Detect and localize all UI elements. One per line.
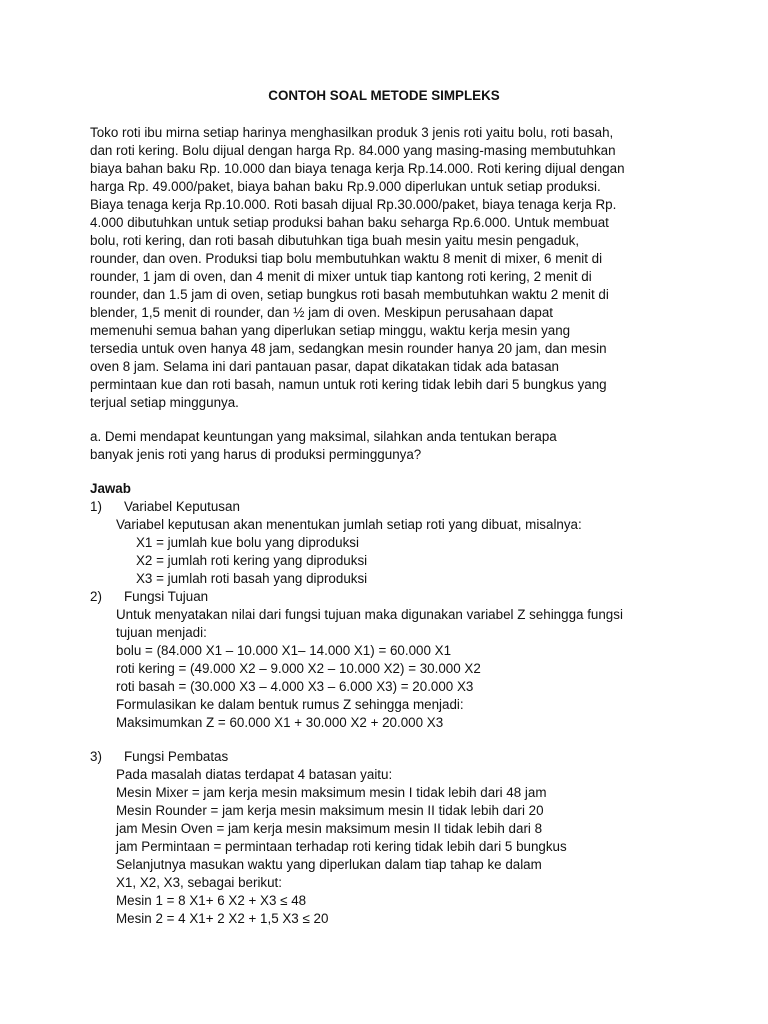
section-text: Variabel keputusan akan menentukan jumlah setiap roti yang dibuat, misalnya: bbox=[116, 517, 582, 532]
section-text: Mesin Mixer = jam kerja mesin maksimum mesin I tidak lebih dari 48 jam bbox=[116, 785, 547, 800]
paragraph-line: rounder, 1 jam di oven, dan 4 menit di mixer untuk tiap kantong roti kering, 2 menit di bbox=[90, 269, 592, 284]
paragraph-line: tersedia untuk oven hanya 48 jam, sedangkan mesin rounder hanya 20 jam, dan mesin bbox=[90, 341, 607, 356]
page-title: CONTOH SOAL METODE SIMPLEKS bbox=[268, 88, 500, 103]
paragraph-line: Biaya tenaga kerja Rp.10.000. Roti basah dijual Rp.30.000/paket, biaya tenaga kerja Rp. bbox=[90, 197, 617, 212]
paragraph-line: rounder, dan 1.5 jam di oven, setiap bungkus roti basah membutuhkan waktu 2 menit di bbox=[90, 287, 609, 302]
section-text: tujuan menjadi: bbox=[116, 625, 207, 640]
section-heading: Fungsi Pembatas bbox=[124, 749, 229, 764]
section-heading: Fungsi Tujuan bbox=[124, 589, 209, 604]
paragraph-line: memenuhi semua bahan yang diperlukan setiap minggu, waktu kerja mesin yang bbox=[90, 323, 571, 338]
paragraph-line: blender, 1,5 menit di rounder, dan ½ jam di oven. Meskipun perusahaan dapat bbox=[90, 305, 554, 320]
paragraph-line: oven 8 jam. Selama ini dari pantauan pasar, dapat dikatakan tidak ada batasan bbox=[90, 359, 559, 374]
formula-line: Mesin 1 = 8 X1+ 6 X2 + X3 ≤ 48 bbox=[116, 893, 307, 908]
paragraph-line: harga Rp. 49.000/paket, biaya bahan baku Rp.9.000 diperlukan untuk setiap produksi. bbox=[90, 179, 601, 194]
section-number: 2) bbox=[90, 589, 102, 604]
paragraph-line: biaya bahan baku Rp. 10.000 dan biaya tenaga kerja Rp.14.000. Roti kering dijual dengan bbox=[90, 161, 625, 176]
section-text: X1, X2, X3, sebagai berikut: bbox=[116, 875, 282, 890]
question-line: banyak jenis roti yang harus di produksi perminggunya? bbox=[90, 447, 422, 462]
formula-line: roti basah = (30.000 X3 – 4.000 X3 – 6.000 X3) = 20.000 X3 bbox=[116, 679, 474, 694]
section-text: Mesin Rounder = jam kerja mesin maksimum mesin II tidak lebih dari 20 bbox=[116, 803, 544, 818]
variable-definition: X3 = jumlah roti basah yang diproduksi bbox=[136, 571, 368, 586]
section-text: Selanjutnya masukan waktu yang diperlukan dalam tiap tahap ke dalam bbox=[116, 857, 542, 872]
section-text: jam Permintaan = permintaan terhadap roti kering tidak lebih dari 5 bungkus bbox=[116, 839, 567, 854]
section-text: jam Mesin Oven = jam kerja mesin maksimum mesin II tidak lebih dari 8 bbox=[116, 821, 543, 836]
question-line: a. Demi mendapat keuntungan yang maksimal, silahkan anda tentukan berapa bbox=[90, 429, 557, 444]
formula-line: bolu = (84.000 X1 – 10.000 X1– 14.000 X1) = 60.000 X1 bbox=[116, 643, 452, 658]
paragraph-line: rounder, dan oven. Produksi tiap bolu membutuhkan waktu 8 menit di mixer, 6 menit di bbox=[90, 251, 603, 266]
paragraph-line: permintaan kue dan roti basah, namun untuk roti kering tidak lebih dari 5 bungkus yang bbox=[90, 377, 607, 392]
section-heading: Variabel Keputusan bbox=[124, 499, 240, 514]
answer-heading: Jawab bbox=[90, 481, 131, 496]
section-number: 3) bbox=[90, 749, 102, 764]
formula-line: Mesin 2 = 4 X1+ 2 X2 + 1,5 X3 ≤ 20 bbox=[116, 911, 329, 926]
section-text: Untuk menyatakan nilai dari fungsi tujuan maka digunakan variabel Z sehingga fungsi bbox=[116, 607, 623, 622]
section-text: Formulasikan ke dalam bentuk rumus Z sehingga menjadi: bbox=[116, 697, 464, 712]
paragraph-line: bolu, roti kering, dan roti basah dibutuhkan tiga buah mesin yaitu mesin pengaduk, bbox=[90, 233, 580, 248]
paragraph-line: 4.000 dibutuhkan untuk setiap produksi bahan baku seharga Rp.6.000. Untuk membuat bbox=[90, 215, 609, 230]
variable-definition: X1 = jumlah kue bolu yang diproduksi bbox=[136, 535, 359, 550]
formula-line: Maksimumkan Z = 60.000 X1 + 30.000 X2 + 20.000 X3 bbox=[116, 715, 444, 730]
formula-line: roti kering = (49.000 X2 – 9.000 X2 – 10.000 X2) = 30.000 X2 bbox=[116, 661, 481, 676]
variable-definition: X2 = jumlah roti kering yang diproduksi bbox=[136, 553, 368, 568]
section-text: Pada masalah diatas terdapat 4 batasan yaitu: bbox=[116, 767, 393, 782]
section-number: 1) bbox=[90, 499, 102, 514]
paragraph-line: terjual setiap minggunya. bbox=[90, 395, 239, 410]
paragraph-line: dan roti kering. Bolu dijual dengan harga Rp. 84.000 yang masing-masing membutuhkan bbox=[90, 143, 616, 158]
paragraph-line: Toko roti ibu mirna setiap harinya menghasilkan produk 3 jenis roti yaitu bolu, roti basah, bbox=[90, 125, 614, 140]
